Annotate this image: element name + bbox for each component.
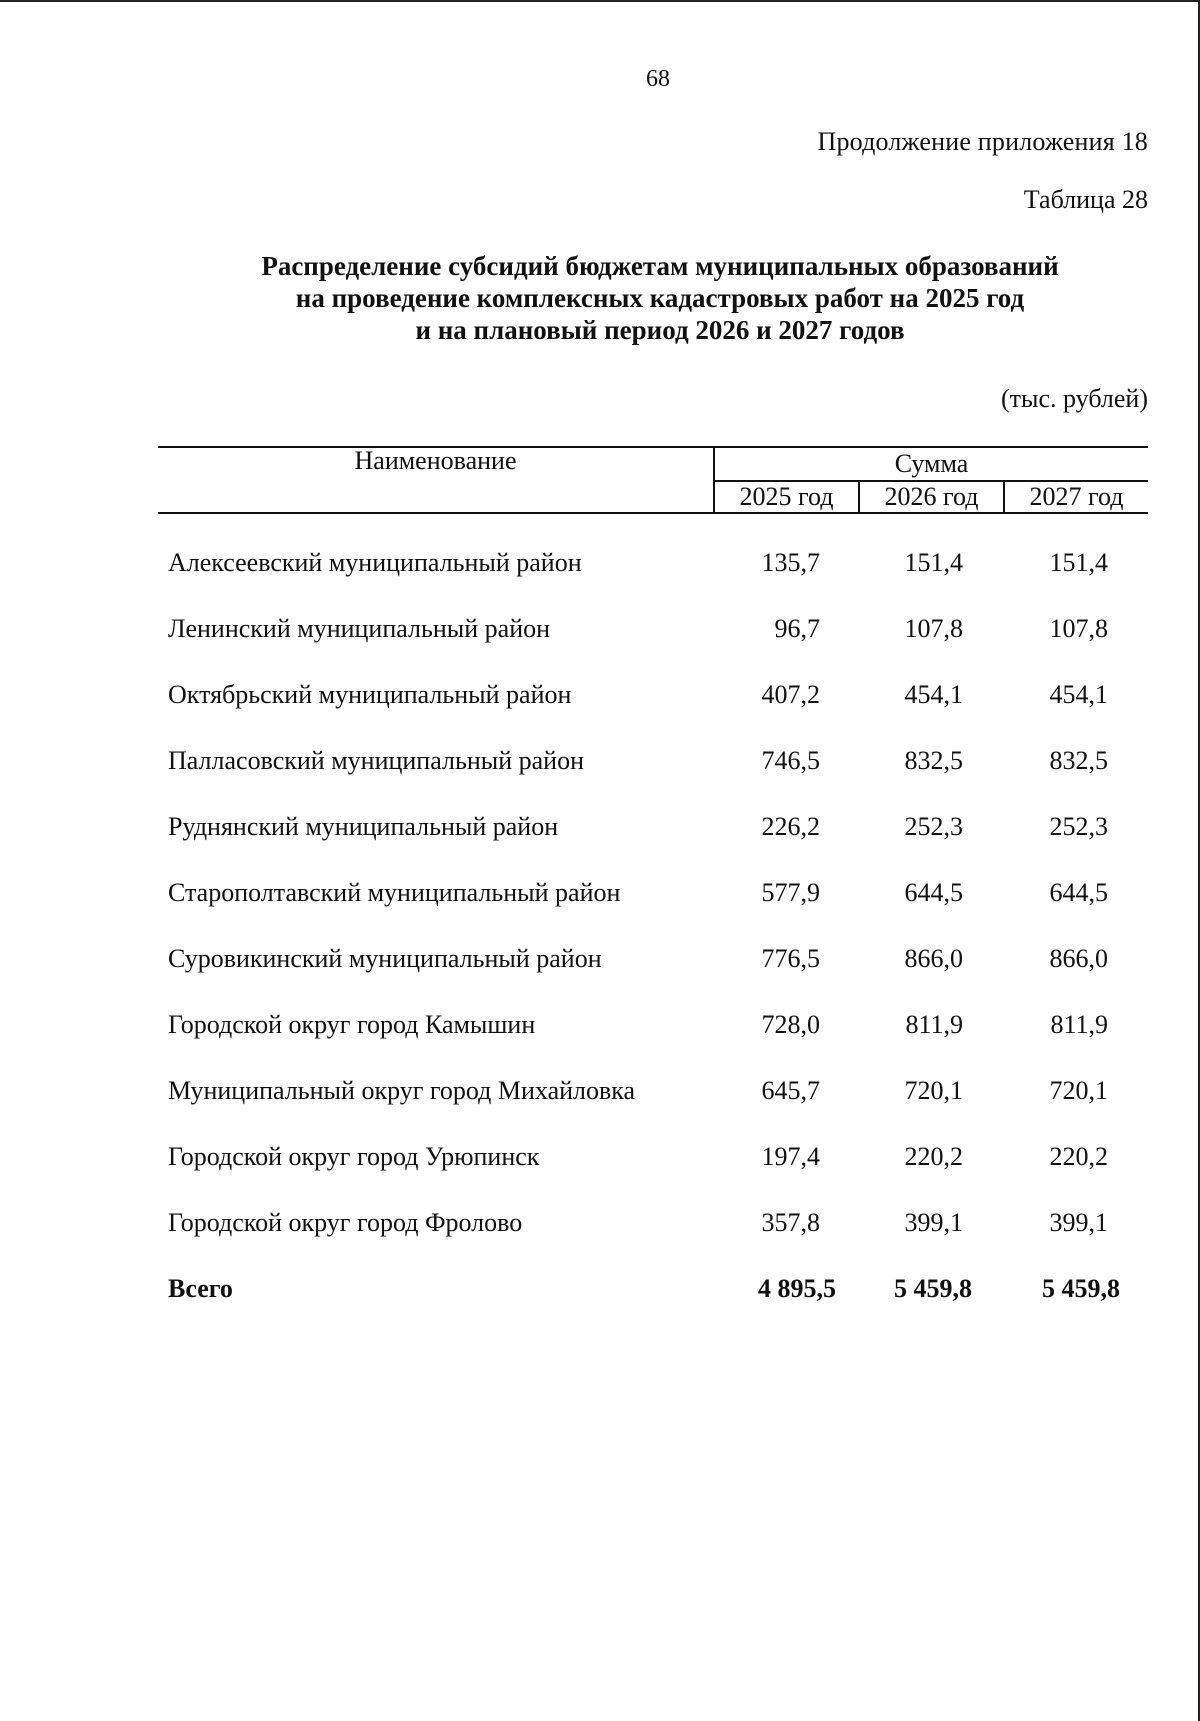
row-value-2025: 577,9 [761, 878, 820, 907]
row-value-2025: 197,4 [761, 1142, 820, 1171]
row-name: Палласовский муниципальный район [168, 746, 584, 775]
total-value-2027: 5 459,8 [1042, 1274, 1120, 1303]
table-total-row [0, 1274, 1200, 1314]
row-value-2025: 407,2 [761, 680, 820, 709]
header-name: Наименование [354, 446, 517, 475]
title-line-1: Распределение субсидий бюджетам муниципальных образований [261, 251, 1059, 281]
row-value-2027: 720,1 [1049, 1076, 1108, 1105]
row-name: Руднянский муниципальный район [168, 812, 559, 841]
row-value-2027: 252,3 [1049, 812, 1108, 841]
appendix-label: Продолжение приложения 18 [817, 127, 1148, 156]
row-value-2026: 720,1 [904, 1076, 963, 1105]
row-value-2026: 399,1 [904, 1208, 963, 1237]
row-value-2026: 151,4 [904, 548, 963, 577]
row-value-2026: 454,1 [904, 680, 963, 709]
table-row [0, 746, 1200, 786]
row-value-2027: 866,0 [1049, 944, 1108, 973]
row-name: Городской округ город Урюпинск [168, 1142, 540, 1171]
header-year-2027: 2027 год [1029, 482, 1124, 511]
row-name: Ленинский муниципальный район [168, 614, 551, 643]
row-name: Старополтавский муниципальный район [168, 878, 621, 907]
table-row [0, 548, 1200, 588]
total-value-2025: 4 895,5 [758, 1274, 836, 1303]
row-value-2027: 107,8 [1049, 614, 1108, 643]
table-row [0, 1010, 1200, 1050]
header-sum: Сумма [894, 449, 969, 478]
title-line-2: на проведение комплексных кадастровых работ на 2025 год [295, 283, 1025, 313]
row-value-2026: 866,0 [904, 944, 963, 973]
title-line-3: и на плановый период 2026 и 2027 годов [415, 315, 905, 345]
table-row [0, 680, 1200, 720]
header-year-2025: 2025 год [739, 482, 834, 511]
row-value-2026: 220,2 [904, 1142, 963, 1171]
row-value-2026: 832,5 [904, 746, 963, 775]
row-value-2027: 151,4 [1049, 548, 1108, 577]
row-value-2027: 811,9 [1050, 1010, 1108, 1039]
row-value-2027: 454,1 [1049, 680, 1108, 709]
row-name: Суровикинский муниципальный район [168, 944, 602, 973]
row-value-2026: 252,3 [904, 812, 963, 841]
row-name: Городской округ город Камышин [168, 1010, 536, 1039]
row-value-2027: 399,1 [1049, 1208, 1108, 1237]
table-row [0, 944, 1200, 984]
row-value-2027: 220,2 [1049, 1142, 1108, 1171]
page-number: 68 [646, 66, 670, 92]
row-value-2025: 645,7 [761, 1076, 820, 1105]
row-name: Городской округ город Фролово [168, 1208, 523, 1237]
row-value-2025: 746,5 [761, 746, 820, 775]
total-label: Всего [168, 1274, 233, 1303]
row-value-2025: 226,2 [761, 812, 820, 841]
units-label: (тыс. рублей) [1000, 384, 1148, 413]
row-value-2027: 832,5 [1049, 746, 1108, 775]
row-name: Октябрьский муниципальный район [168, 680, 572, 709]
table-row [0, 614, 1200, 654]
total-value-2026: 5 459,8 [894, 1274, 972, 1303]
row-value-2026: 644,5 [904, 878, 963, 907]
row-value-2026: 107,8 [904, 614, 963, 643]
header-year-2026: 2026 год [884, 482, 979, 511]
table-row [0, 878, 1200, 918]
table-row [0, 1076, 1200, 1116]
row-value-2025: 776,5 [761, 944, 820, 973]
header-bottom-rule [158, 512, 1148, 514]
table-row [0, 1208, 1200, 1248]
row-value-2026: 811,9 [905, 1010, 963, 1039]
row-name: Муниципальный округ город Михайловка [168, 1076, 636, 1105]
row-name: Алексеевский муниципальный район [168, 548, 582, 577]
table-label: Таблица 28 [1023, 185, 1148, 214]
table-row [0, 1142, 1200, 1182]
row-value-2025: 135,7 [761, 548, 820, 577]
row-value-2025: 357,8 [761, 1208, 820, 1237]
table-row [0, 812, 1200, 852]
row-value-2025: 728,0 [761, 1010, 820, 1039]
row-value-2027: 644,5 [1049, 878, 1108, 907]
document-title [150, 250, 1170, 346]
row-value-2025: 96,7 [774, 614, 820, 643]
page-edge-top [0, 0, 1200, 2]
